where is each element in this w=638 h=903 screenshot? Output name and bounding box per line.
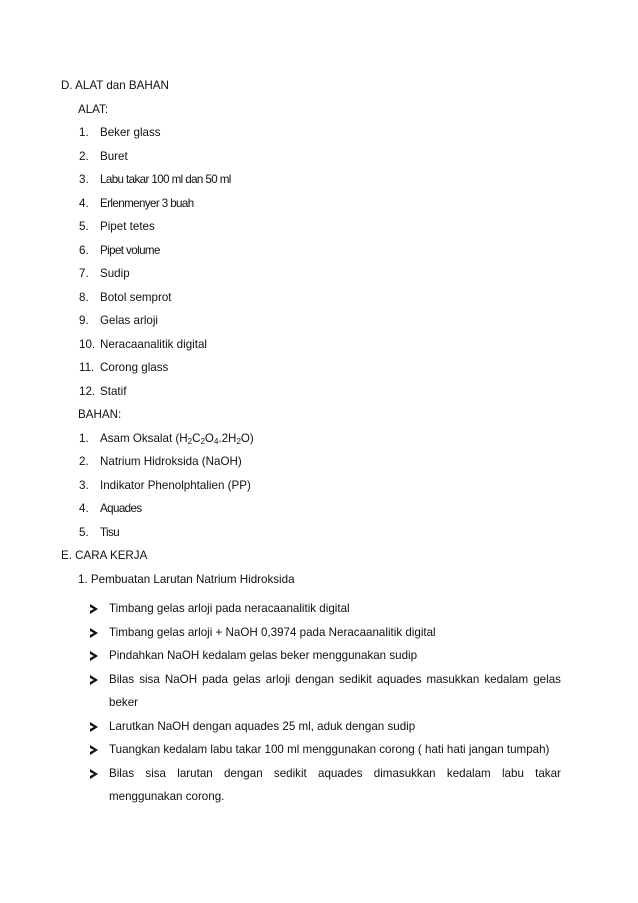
bahan-label: BAHAN: xyxy=(78,408,122,421)
list-number: 4. xyxy=(79,197,89,210)
word: labu xyxy=(501,767,524,780)
word: sisa xyxy=(145,767,167,780)
word: larutan xyxy=(177,767,213,780)
formula-subscript: 4 xyxy=(213,437,219,446)
list-number: 5. xyxy=(79,526,89,539)
word: Bilas xyxy=(109,767,135,780)
step-text: Larutkan NaOH dengan aquades 25 ml, aduk dengan sudip xyxy=(109,720,416,733)
word: dengan xyxy=(295,673,334,686)
step-text: Timbang gelas arloji + NaOH 0,3974 pada Neracaanalitik digital xyxy=(109,626,436,639)
formula-subscript: 2 xyxy=(236,437,241,446)
arrow-bullet-icon xyxy=(90,675,98,685)
list-number: 10. xyxy=(79,338,96,351)
word: takar xyxy=(535,767,561,780)
step-text-continuation: menggunakan corong. xyxy=(109,790,225,803)
alat-label: ALAT: xyxy=(78,103,109,116)
section-e-subheading: 1. Pembuatan Larutan Natrium Hidroksida xyxy=(78,573,295,586)
word: gelas xyxy=(232,673,261,686)
word: sedikit xyxy=(273,767,307,780)
list-text: Tisu xyxy=(100,526,120,539)
formula-subscript: 2 xyxy=(200,437,205,446)
word: gelas xyxy=(533,673,561,686)
formula-subscript: 2 xyxy=(187,437,193,446)
list-text: Gelas arloji xyxy=(100,314,158,327)
list-text: Beker glass xyxy=(100,126,161,139)
list-text: Erlenmenyer 3 buah xyxy=(100,197,194,210)
section-e-heading: E. CARA KERJA xyxy=(61,549,148,562)
arrow-bullet-icon xyxy=(90,722,98,732)
arrow-bullet-icon xyxy=(90,745,98,755)
arrow-bullet-icon xyxy=(90,604,98,614)
list-text: Pipet volume xyxy=(100,244,160,257)
step-text xyxy=(109,673,561,687)
list-number: 2. xyxy=(79,150,89,163)
arrow-bullet-icon xyxy=(90,769,98,779)
word: NaOH xyxy=(164,673,198,686)
formula-part: .2H xyxy=(218,432,237,445)
word: arloji xyxy=(265,673,291,686)
formula-part: C xyxy=(192,432,201,445)
list-number: 6. xyxy=(79,244,89,257)
list-text: Sudip xyxy=(100,267,130,280)
arrow-bullet-icon xyxy=(90,651,98,661)
list-text: Labu takar 100 ml dan 50 ml xyxy=(100,173,231,186)
word: pada xyxy=(202,673,228,686)
step-text-continuation: beker xyxy=(109,696,139,709)
word: masukkan xyxy=(426,673,480,686)
list-text: Indikator Phenolphtalien (PP) xyxy=(100,479,251,492)
word: kedalam xyxy=(446,767,491,780)
word: aquades xyxy=(376,673,422,686)
word: sisa xyxy=(139,673,160,686)
word: Bilas xyxy=(109,673,135,686)
list-number: 7. xyxy=(79,267,89,280)
arrow-bullet-icon xyxy=(90,628,98,638)
chemical-formula-text xyxy=(100,432,254,446)
formula-part: O xyxy=(204,432,214,445)
list-number: 11. xyxy=(79,361,95,374)
list-number: 8. xyxy=(79,291,89,304)
list-number: 12. xyxy=(79,385,96,398)
formula-part: Asam Oksalat (H xyxy=(100,432,188,445)
list-text: Statif xyxy=(100,385,127,398)
step-text: Timbang gelas arloji pada neracaanalitik digital xyxy=(109,602,350,615)
formula-part: O) xyxy=(240,432,254,445)
list-text: Botol semprot xyxy=(100,291,172,304)
list-text: Corong glass xyxy=(100,361,169,374)
section-d-heading: D. ALAT dan BAHAN xyxy=(61,79,169,92)
list-text: Buret xyxy=(100,150,128,163)
list-number: 3. xyxy=(79,173,89,186)
list-number: 4. xyxy=(79,502,89,515)
word: aquades xyxy=(318,767,363,780)
list-number: 3. xyxy=(79,479,89,492)
list-number: 5. xyxy=(79,220,89,233)
step-text: Tuangkan kedalam labu takar 100 ml menggunakan corong ( hati hati jangan tumpah) xyxy=(109,743,550,756)
list-number: 1. xyxy=(79,126,89,139)
list-number: 1. xyxy=(79,432,89,445)
list-text: Natrium Hidroksida (NaOH) xyxy=(100,455,242,468)
list-text: Aquades xyxy=(100,502,142,515)
word: sedikit xyxy=(339,673,372,686)
word: kedalam xyxy=(484,673,529,686)
list-number: 2. xyxy=(79,455,89,468)
step-text xyxy=(109,767,561,781)
word: dimasukkan xyxy=(373,767,436,780)
list-text: Pipet tetes xyxy=(100,220,155,233)
list-text: Neracaanalitik digital xyxy=(100,338,207,351)
word: dengan xyxy=(223,767,263,780)
step-text: Pindahkan NaOH kedalam gelas beker menggunakan sudip xyxy=(109,649,418,662)
list-number: 9. xyxy=(79,314,89,327)
